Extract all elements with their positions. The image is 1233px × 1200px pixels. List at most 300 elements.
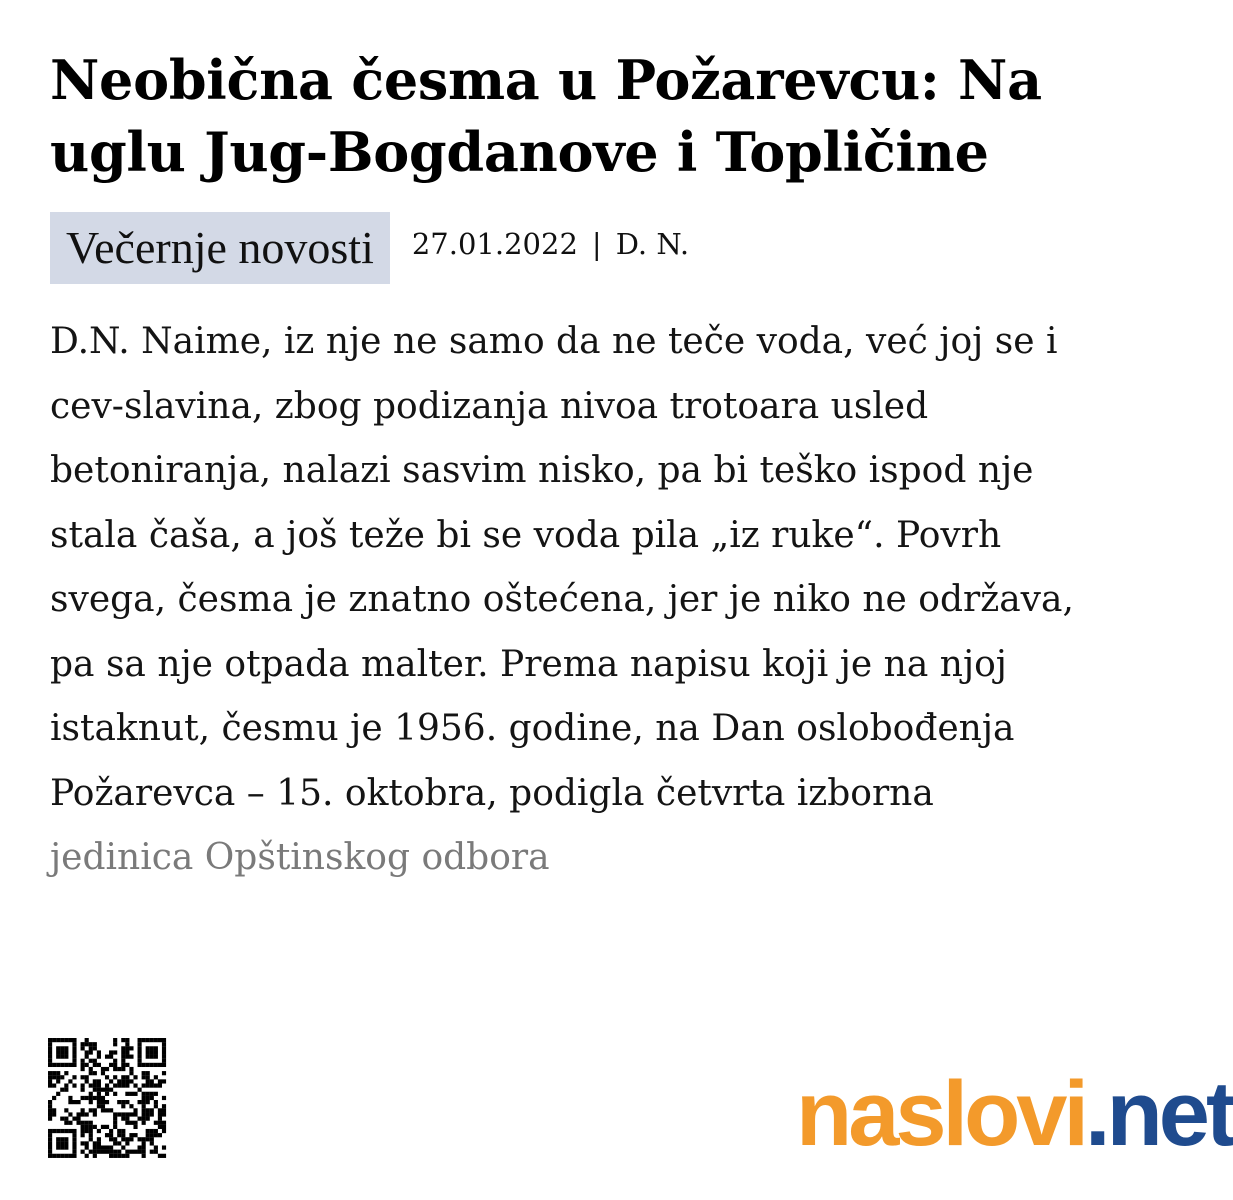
qr-module [52, 1071, 56, 1075]
qr-module [72, 1150, 76, 1154]
qr-module [142, 1137, 146, 1141]
qr-module [81, 1067, 85, 1071]
qr-module [133, 1112, 137, 1116]
qr-module [105, 1088, 109, 1092]
qr-module [64, 1083, 68, 1087]
qr-module [97, 1150, 101, 1154]
qr-module [60, 1117, 64, 1121]
qr-module [93, 1063, 97, 1067]
qr-module [133, 1121, 137, 1125]
qr-module [146, 1100, 150, 1104]
qr-module [125, 1092, 129, 1096]
qr-module [97, 1088, 101, 1092]
publish-date: 27.01.2022 [411, 227, 578, 261]
qr-module [105, 1125, 109, 1129]
qr-module [81, 1112, 85, 1116]
qr-module [146, 1071, 150, 1075]
qr-module [105, 1150, 109, 1154]
body-line: pa sa nje otpada malter. Prema napisu koji je na njoj [50, 643, 1007, 685]
qr-module [109, 1063, 113, 1067]
qr-module [52, 1112, 56, 1116]
qr-module [121, 1046, 125, 1050]
qr-module [125, 1083, 129, 1087]
qr-module [121, 1083, 125, 1087]
qr-module [154, 1104, 158, 1108]
qr-module [125, 1063, 129, 1067]
qr-module [85, 1125, 89, 1129]
qr-module [154, 1063, 158, 1067]
qr-module [56, 1092, 60, 1096]
qr-module [142, 1071, 146, 1075]
qr-module [162, 1063, 166, 1067]
qr-module [129, 1046, 133, 1050]
qr-module [72, 1083, 76, 1087]
qr-module [60, 1088, 64, 1092]
qr-module [97, 1092, 101, 1096]
qr-module [81, 1083, 85, 1087]
qr-module [64, 1063, 68, 1067]
qr-module [48, 1100, 52, 1104]
qr-module [125, 1075, 129, 1079]
qr-module [142, 1063, 146, 1067]
qr-module [52, 1096, 56, 1100]
qr-module [113, 1137, 117, 1141]
qr-module [117, 1079, 121, 1083]
qr-module [109, 1133, 113, 1137]
qr-module [93, 1141, 97, 1145]
qr-module [72, 1063, 76, 1067]
qr-module [76, 1100, 80, 1104]
qr-module [162, 1121, 166, 1125]
naslovi-logo[interactable] [796, 1063, 1233, 1165]
qr-module [64, 1121, 68, 1125]
qr-module [146, 1129, 150, 1133]
qr-module [150, 1108, 154, 1112]
qr-module [129, 1121, 133, 1125]
qr-module [129, 1137, 133, 1141]
qr-module [81, 1125, 85, 1129]
qr-module [56, 1079, 60, 1083]
qr-module [48, 1059, 52, 1063]
qr-module [72, 1050, 76, 1054]
qr-module [105, 1075, 109, 1079]
source-badge[interactable]: Večernje novosti [50, 212, 390, 284]
qr-module [113, 1150, 117, 1154]
qr-module [85, 1050, 89, 1054]
qr-module [93, 1150, 97, 1154]
qr-module [56, 1050, 60, 1054]
qr-module [60, 1145, 64, 1149]
qr-module [138, 1100, 142, 1104]
qr-module [142, 1100, 146, 1104]
qr-module [142, 1154, 146, 1158]
qr-module [48, 1075, 52, 1079]
qr-module [68, 1096, 72, 1100]
qr-module [146, 1096, 150, 1100]
qr-module [101, 1104, 105, 1108]
qr-module [89, 1071, 93, 1075]
qr-module [109, 1088, 113, 1092]
qr-module [154, 1038, 158, 1042]
qr-module [72, 1046, 76, 1050]
qr-module [89, 1046, 93, 1050]
qr-module [150, 1050, 154, 1054]
qr-module [142, 1145, 146, 1149]
qr-module [138, 1055, 142, 1059]
qr-module [150, 1092, 154, 1096]
qr-module [150, 1096, 154, 1100]
qr-module [97, 1104, 101, 1108]
qr-module [138, 1059, 142, 1063]
qr-module [146, 1075, 150, 1079]
qr-module [109, 1079, 113, 1083]
qr-module [89, 1133, 93, 1137]
qr-module [109, 1154, 113, 1158]
qr-module [158, 1121, 162, 1125]
qr-module [101, 1100, 105, 1104]
qr-module [138, 1150, 142, 1154]
qr-module [93, 1071, 97, 1075]
qr-module [154, 1129, 158, 1133]
qr-module [64, 1055, 68, 1059]
qr-module [121, 1112, 125, 1116]
qr-module [60, 1137, 64, 1141]
qr-module [162, 1059, 166, 1063]
qr-module [101, 1096, 105, 1100]
qr-module [64, 1108, 68, 1112]
author: D. N. [615, 227, 690, 261]
qr-module [109, 1150, 113, 1154]
qr-module [81, 1150, 85, 1154]
qr-module [85, 1129, 89, 1133]
qr-module [101, 1071, 105, 1075]
qr-module [48, 1104, 52, 1108]
qr-module [81, 1133, 85, 1137]
qr-module [56, 1071, 60, 1075]
qr-module [68, 1038, 72, 1042]
qr-code-graphic [48, 1038, 166, 1162]
qr-module [142, 1150, 146, 1154]
qr-module [64, 1046, 68, 1050]
qr-module [125, 1112, 129, 1116]
qr-module [142, 1121, 146, 1125]
qr-module [154, 1133, 158, 1137]
qr-module [154, 1121, 158, 1125]
qr-module [72, 1075, 76, 1079]
qr-module [129, 1079, 133, 1083]
qr-module [138, 1137, 142, 1141]
qr-module [48, 1050, 52, 1054]
qr-module [109, 1129, 113, 1133]
qr-module [133, 1133, 137, 1137]
qr-module [56, 1038, 60, 1042]
qr-module [142, 1092, 146, 1096]
qr-module [85, 1141, 89, 1145]
body-line-faded: jedinica Opštinskog odbora [50, 837, 550, 878]
qr-module [93, 1145, 97, 1149]
qr-module [56, 1075, 60, 1079]
qr-module [121, 1038, 125, 1042]
qr-module [142, 1038, 146, 1042]
qr-module [48, 1038, 52, 1042]
qr-module [56, 1145, 60, 1149]
qr-module [48, 1046, 52, 1050]
qr-module [125, 1038, 129, 1042]
qr-module [121, 1050, 125, 1054]
qr-module [68, 1112, 72, 1116]
qr-module [146, 1079, 150, 1083]
qr-module [85, 1096, 89, 1100]
body-line: betoniranja, nalazi sasvim nisko, pa bi teško ispod nje [50, 450, 1034, 491]
qr-module [89, 1125, 93, 1129]
qr-module [72, 1059, 76, 1063]
qr-module [72, 1129, 76, 1133]
qr-module [89, 1137, 93, 1141]
qr-module [121, 1079, 125, 1083]
qr-module [60, 1129, 64, 1133]
qr-module [138, 1145, 142, 1149]
qr-module [121, 1075, 125, 1079]
qr-module [129, 1133, 133, 1137]
qr-module [52, 1154, 56, 1158]
qr-module [64, 1088, 68, 1092]
qr-module [158, 1125, 162, 1129]
qr-module [154, 1075, 158, 1079]
qr-module [72, 1117, 76, 1121]
qr-module [146, 1050, 150, 1054]
qr-module [81, 1075, 85, 1079]
qr-module [154, 1050, 158, 1054]
qr-module [150, 1038, 154, 1042]
body-line: svega, česma je znatno oštećena, jer je niko ne održava, [50, 579, 1074, 620]
qr-module [56, 1063, 60, 1067]
qr-module [121, 1154, 125, 1158]
qr-module [146, 1117, 150, 1121]
qr-module [64, 1038, 68, 1042]
qr-module [48, 1108, 52, 1112]
qr-module [109, 1055, 113, 1059]
qr-module [85, 1075, 89, 1079]
qr-module [52, 1063, 56, 1067]
qr-module [97, 1137, 101, 1141]
qr-module [113, 1059, 117, 1063]
qr-module [93, 1083, 97, 1087]
qr-module [72, 1042, 76, 1046]
qr-module [89, 1129, 93, 1133]
qr-module [89, 1092, 93, 1096]
qr-module [158, 1083, 162, 1087]
qr-module [97, 1055, 101, 1059]
qr-module [72, 1133, 76, 1137]
qr-module [162, 1096, 166, 1100]
qr-module [97, 1145, 101, 1149]
qr-module [162, 1112, 166, 1116]
qr-module [113, 1117, 117, 1121]
qr-module [52, 1075, 56, 1079]
qr-module [162, 1104, 166, 1108]
qr-module [48, 1112, 52, 1116]
qr-module [89, 1096, 93, 1100]
qr-module [125, 1042, 129, 1046]
qr-module [64, 1145, 68, 1149]
qr-module [113, 1038, 117, 1042]
qr-module [101, 1125, 105, 1129]
qr-module [138, 1046, 142, 1050]
qr-module [93, 1046, 97, 1050]
qr-module [125, 1121, 129, 1125]
qr-module [93, 1125, 97, 1129]
qr-module [101, 1150, 105, 1154]
qr-module [150, 1112, 154, 1116]
qr-module [162, 1038, 166, 1042]
qr-module [117, 1083, 121, 1087]
qr-module [85, 1145, 89, 1149]
qr-module [72, 1038, 76, 1042]
qr-module [150, 1046, 154, 1050]
qr-module [162, 1042, 166, 1046]
qr-module [158, 1112, 162, 1116]
body-line: Požarevca – 15. oktobra, podigla četvrta izborna [50, 772, 934, 814]
qr-module [52, 1038, 56, 1042]
qr-module [113, 1125, 117, 1129]
qr-module [133, 1075, 137, 1079]
qr-module [81, 1129, 85, 1133]
qr-module [113, 1050, 117, 1054]
qr-module [89, 1100, 93, 1104]
qr-module [121, 1133, 125, 1137]
qr-module [109, 1137, 113, 1141]
qr-module [162, 1145, 166, 1149]
qr-module [129, 1055, 133, 1059]
qr-module [72, 1145, 76, 1149]
article-title: Neobična česma u Požarevcu: Na uglu Jug-Bogdanove i Topličine [50, 48, 1042, 184]
qr-module [154, 1145, 158, 1149]
qr-module [81, 1108, 85, 1112]
qr-module [89, 1050, 93, 1054]
qr-module [72, 1141, 76, 1145]
qr-module [113, 1067, 117, 1071]
qr-module [125, 1150, 129, 1154]
qr-module [89, 1067, 93, 1071]
qr-module [105, 1067, 109, 1071]
qr-module [162, 1125, 166, 1129]
qr-module [56, 1141, 60, 1145]
qr-module [133, 1083, 137, 1087]
qr-module [146, 1063, 150, 1067]
qr-module [105, 1083, 109, 1087]
qr-module [125, 1137, 129, 1141]
qr-module [72, 1154, 76, 1158]
qr-module [48, 1083, 52, 1087]
qr-module [121, 1067, 125, 1071]
qr-module [68, 1079, 72, 1083]
qr-module [138, 1038, 142, 1042]
qr-module [142, 1104, 146, 1108]
dateline [412, 224, 689, 264]
qr-module [117, 1150, 121, 1154]
qr-module [97, 1083, 101, 1087]
qr-module [146, 1092, 150, 1096]
qr-module [101, 1067, 105, 1071]
qr-module [89, 1059, 93, 1063]
qr-module [113, 1121, 117, 1125]
qr-module [158, 1117, 162, 1121]
qr-module [154, 1100, 158, 1104]
qr-module [60, 1055, 64, 1059]
qr-module [109, 1145, 113, 1149]
qr-module [89, 1121, 93, 1125]
qr-module [81, 1042, 85, 1046]
qr-module [154, 1150, 158, 1154]
qr-code-icon[interactable] [48, 1038, 166, 1162]
qr-module [125, 1117, 129, 1121]
qr-module [89, 1083, 93, 1087]
qr-module [117, 1100, 121, 1104]
qr-module [56, 1055, 60, 1059]
article-body [50, 310, 1160, 891]
qr-module [72, 1100, 76, 1104]
qr-module [97, 1141, 101, 1145]
qr-module [109, 1050, 113, 1054]
qr-module [150, 1063, 154, 1067]
qr-module [125, 1100, 129, 1104]
qr-module [142, 1117, 146, 1121]
qr-module [48, 1079, 52, 1083]
qr-module [113, 1141, 117, 1145]
qr-module [93, 1112, 97, 1116]
qr-module [97, 1050, 101, 1054]
qr-module [146, 1046, 150, 1050]
qr-module [142, 1112, 146, 1116]
qr-module [64, 1071, 68, 1075]
qr-module [125, 1046, 129, 1050]
qr-module [138, 1050, 142, 1054]
qr-module [121, 1137, 125, 1141]
qr-module [81, 1046, 85, 1050]
qr-module [81, 1059, 85, 1063]
qr-module [154, 1092, 158, 1096]
meta-separator: | [591, 227, 602, 261]
qr-module [162, 1079, 166, 1083]
qr-module [56, 1154, 60, 1158]
qr-module [129, 1150, 133, 1154]
qr-module [48, 1063, 52, 1067]
qr-module [158, 1063, 162, 1067]
qr-module [158, 1079, 162, 1083]
qr-module [93, 1096, 97, 1100]
qr-module [68, 1063, 72, 1067]
qr-module [154, 1055, 158, 1059]
qr-module [48, 1141, 52, 1145]
qr-module [117, 1112, 121, 1116]
qr-module [105, 1133, 109, 1137]
qr-module [64, 1137, 68, 1141]
body-line: istaknut, česmu je 1956. godine, na Dan oslobođenja [50, 708, 1015, 749]
qr-module [146, 1137, 150, 1141]
qr-module [150, 1137, 154, 1141]
qr-module [68, 1121, 72, 1125]
qr-module [162, 1129, 166, 1133]
qr-module [146, 1108, 150, 1112]
qr-module [113, 1083, 117, 1087]
qr-module [113, 1075, 117, 1079]
qr-module [97, 1079, 101, 1083]
qr-module [48, 1133, 52, 1137]
qr-module [121, 1100, 125, 1104]
qr-module [113, 1112, 117, 1116]
qr-module [138, 1042, 142, 1046]
qr-module [105, 1108, 109, 1112]
